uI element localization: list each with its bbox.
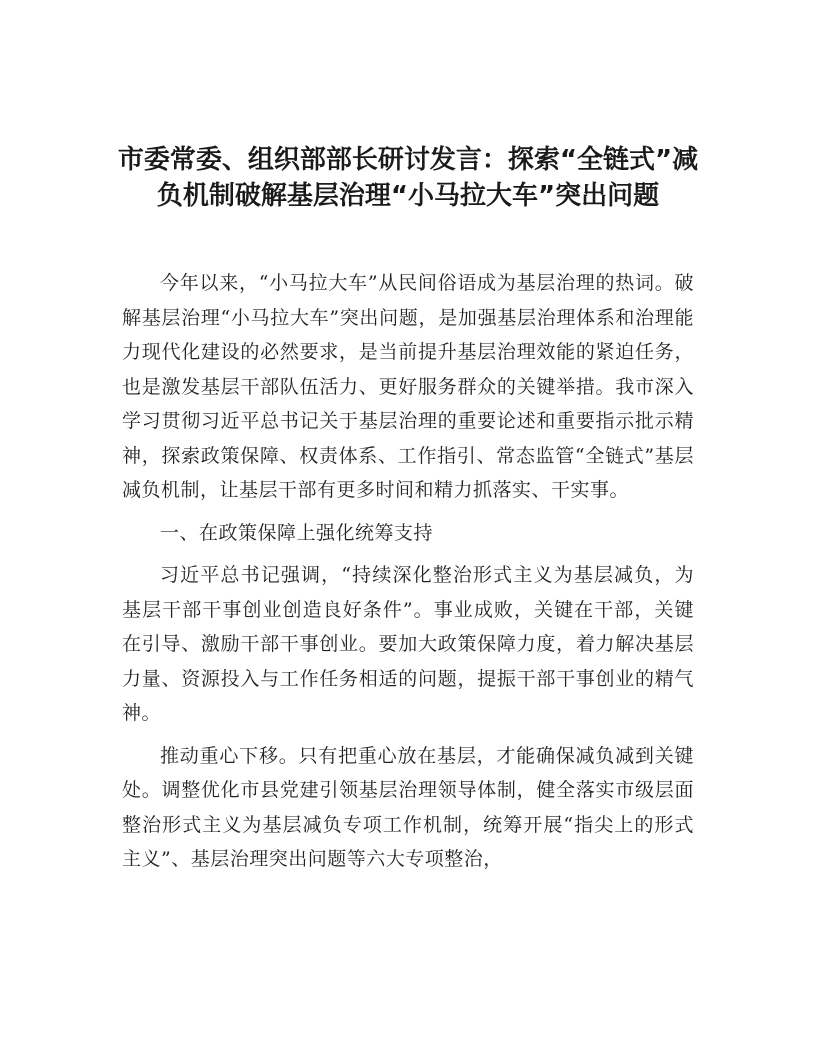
document-title: 市委常委、组织部部长研讨发言：探索“全链式”减负机制破解基层治理“小马拉大车”突出问题: [117, 145, 699, 211]
paragraph-intro: 今年以来，“小马拉大车”从民间俗语成为基层治理的热词。破解基层治理“小马拉大车”突出问题，是加强基层治理体系和治理能力现代化建设的必然要求，是当前提升基层治理效能的紧迫任务，也是激发基层干部队伍活力、更好服务群众的关键举措。我市深入学习贯彻习近平总书记关于基层治理的重要论述和重要指示批示精神，探索政策保障、权责体系、工作指引、常态监管“全链式”基层减负机制，让基层干部有更多时间和精力抓落实、干实事。: [122, 272, 694, 501]
document-body: [122, 266, 694, 885]
section-heading-1: 一、在政策保障上强化统筹支持: [160, 521, 434, 544]
paragraph-section-1: 习近平总书记强调，“持续深化整治形式主义为基层减负，为基层干部干事创业创造良好条件”。事业成败，关键在干部，关键在引导、激励干部干事创业。要加大政策保障力度，着力解决基层力量、资源投入与工作任务相适的问题，提振干部干事创业的精气神。: [122, 564, 694, 724]
paragraph-section-1-point: 推动重心下移。只有把重心放在基层，才能确保减负减到关键处。调整优化市县党建引领基层治理领导体制，健全落实市级层面整治形式主义为基层减负专项工作机制，统筹开展“指尖上的形式主义”、基层治理突出问题等六大专项整治，: [122, 744, 694, 870]
